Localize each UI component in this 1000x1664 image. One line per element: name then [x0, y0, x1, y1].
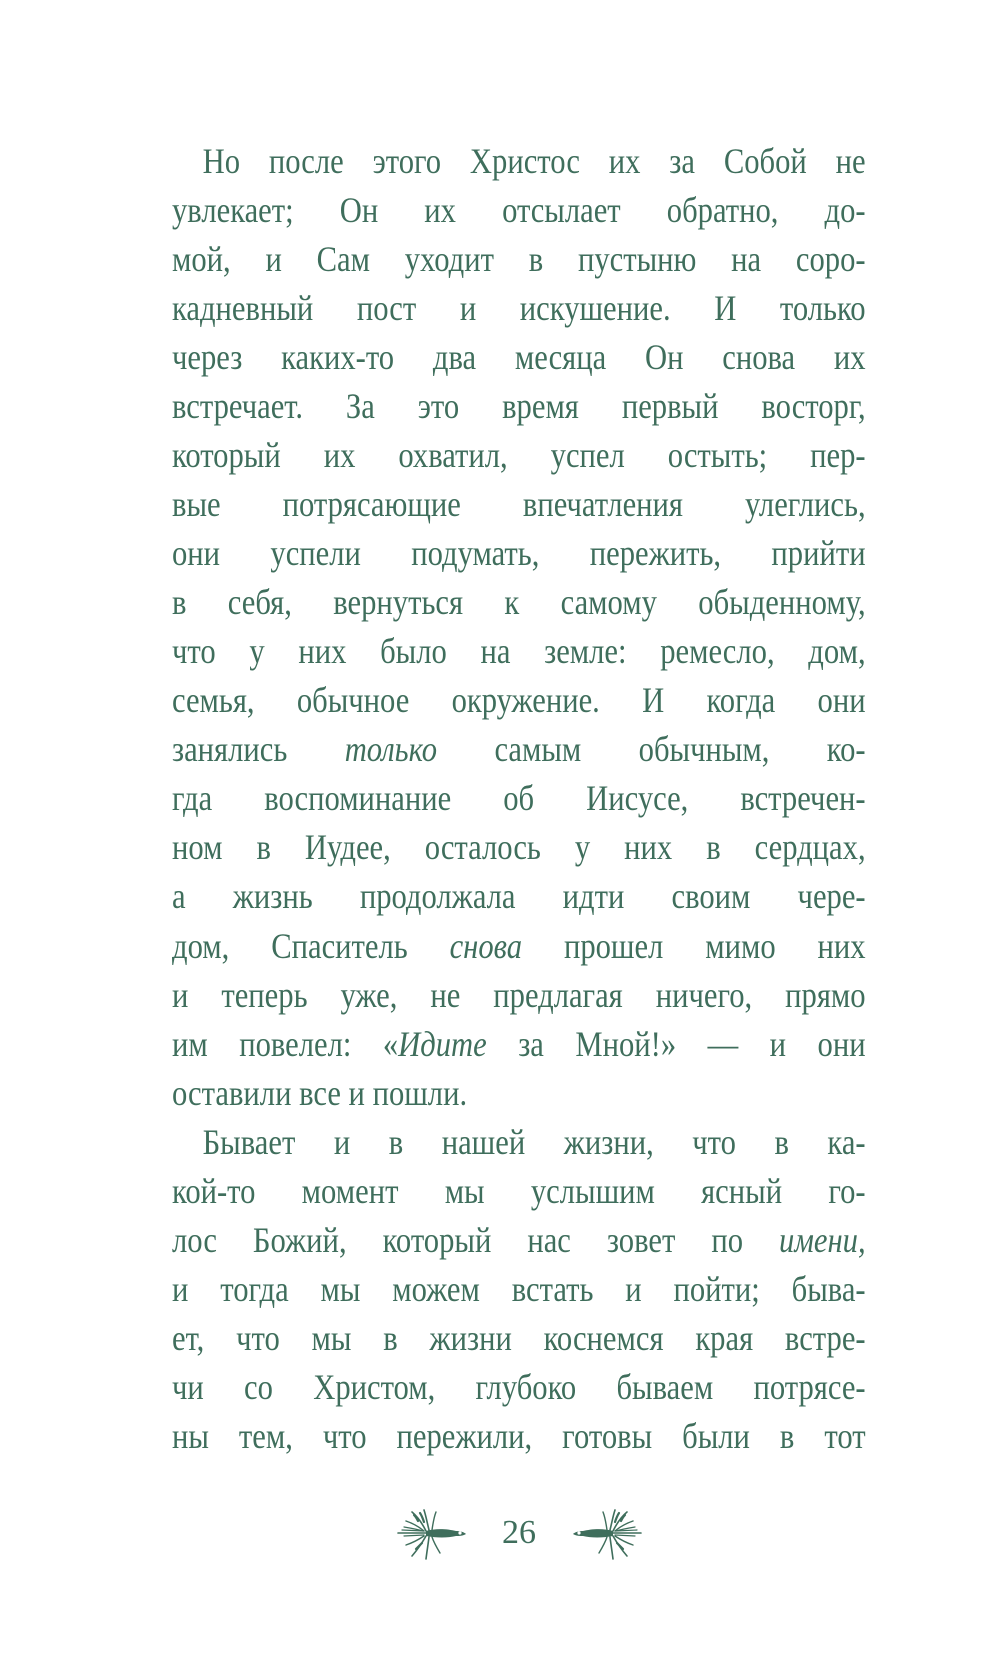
- text-segment: что у них было на земле: ремесло, дом,: [172, 631, 866, 672]
- text-segment: через каких-то два месяца Он снова их: [172, 337, 866, 378]
- text-segment: за Мной!» — и они: [486, 1023, 866, 1064]
- page-footer: [0, 1503, 1000, 1565]
- page-number: 26: [502, 1514, 536, 1551]
- text-segment: мой, и Сам уходит в пустыню на соро-: [172, 239, 866, 280]
- text-line: [172, 774, 866, 823]
- text-line: [172, 1314, 866, 1363]
- text-segment: и тогда мы можем встать и пойти; быва-: [172, 1268, 866, 1309]
- text-segment: Но после этого Христос их за Собой не: [202, 141, 866, 181]
- text-segment: который их охватил, успел остыть; пер-: [172, 435, 866, 476]
- text-line: [172, 1216, 866, 1265]
- italic-emphasis: Идите: [398, 1023, 487, 1064]
- text-line: [172, 1265, 866, 1314]
- text-line: [172, 529, 866, 578]
- text-segment: ном в Иудее, осталось у них в сердцах,: [172, 827, 866, 868]
- text-segment: и теперь уже, не предлагая ничего, прямо: [172, 974, 866, 1015]
- text-line: [172, 382, 866, 431]
- text-segment: лос Божий, который нас зовет по: [172, 1219, 780, 1260]
- text-line: [172, 137, 866, 186]
- text-line: [172, 1118, 866, 1167]
- text-line: [172, 725, 866, 774]
- text-segment: гда воспоминание об Иисусе, встречен-: [172, 778, 866, 819]
- text-segment: встречает. За это время первый восторг,: [172, 386, 866, 427]
- text-segment: прошел мимо них: [522, 925, 866, 966]
- text-line: [172, 431, 866, 480]
- text-segment: они успели подумать, пережить, прийти: [172, 533, 866, 574]
- floral-bird-ornament-icon: [396, 1507, 468, 1561]
- text-line: [172, 627, 866, 676]
- text-segment: дом, Спаситель: [172, 925, 450, 966]
- text-line: [172, 922, 866, 971]
- text-segment: ны тем, что пережили, готовы были в тот: [172, 1415, 866, 1456]
- text-line: [172, 971, 866, 1020]
- text-segment: ет, что мы в жизни коснемся края встре-: [172, 1317, 866, 1358]
- text-line: [172, 1363, 866, 1412]
- text-segment: чи со Христом, глубоко бываем потрясе-: [172, 1366, 866, 1407]
- text-line: [172, 1020, 866, 1069]
- text-segment: а жизнь продолжала идти своим чере-: [172, 876, 866, 917]
- italic-emphasis: только: [344, 729, 438, 770]
- text-segment: увлекает; Он их отсылает обратно, до-: [172, 190, 866, 231]
- text-segment: занялись: [172, 729, 345, 770]
- text-segment: Бывает и в нашей жизни, что в ка-: [202, 1121, 866, 1162]
- text-line: [172, 1069, 866, 1118]
- text-line: [172, 284, 866, 333]
- text-line: [172, 235, 866, 284]
- body-text: [172, 137, 866, 1461]
- text-line: [172, 1412, 866, 1461]
- italic-emphasis: имени,: [779, 1219, 866, 1260]
- text-segment: кой-то момент мы услышим ясный го-: [172, 1170, 866, 1211]
- text-segment: оставили все и пошли.: [172, 1072, 468, 1113]
- text-line: [172, 823, 866, 872]
- text-line: [172, 186, 866, 235]
- text-segment: вые потрясающие впечатления улеглись,: [172, 484, 866, 525]
- text-line: [172, 333, 866, 382]
- text-line: [172, 676, 866, 725]
- text-segment: кадневный пост и искушение. И только: [172, 288, 866, 329]
- text-segment: им повелел: «: [172, 1023, 399, 1064]
- floral-bird-ornament-icon: [571, 1507, 643, 1561]
- text-segment: самым обычным, ко-: [437, 729, 866, 770]
- text-line: [172, 872, 866, 921]
- text-line: [172, 1167, 866, 1216]
- italic-emphasis: снова: [449, 925, 523, 966]
- text-line: [172, 480, 866, 529]
- text-segment: в себя, вернуться к самому обыденному,: [172, 582, 866, 623]
- text-line: [172, 578, 866, 627]
- text-segment: семья, обычное окружение. И когда они: [172, 680, 866, 721]
